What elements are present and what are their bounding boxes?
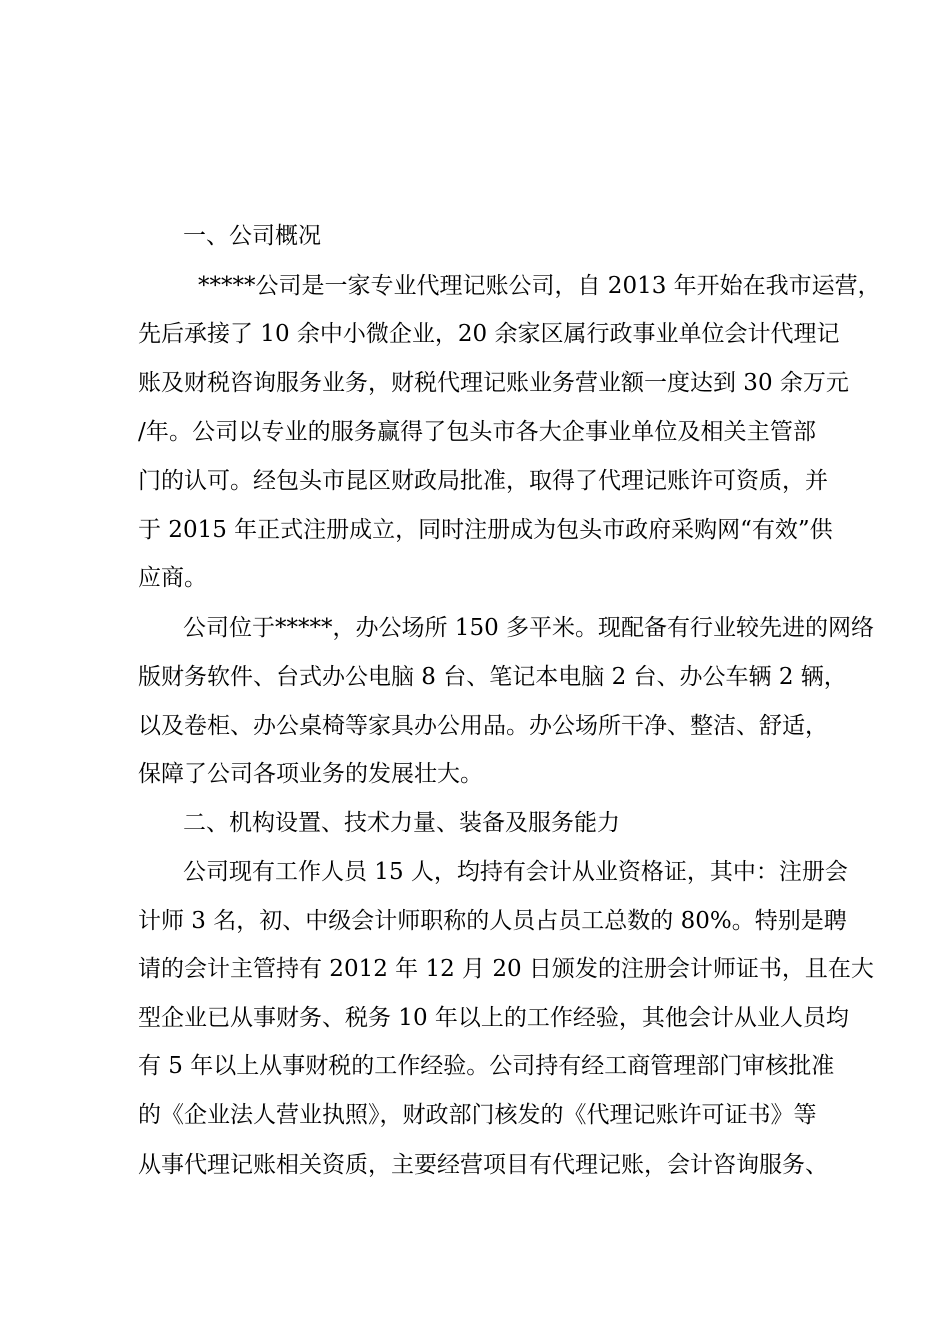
section-1-para-2-line-4: 保障了公司各项业务的发展壮大。	[138, 761, 483, 787]
section-1-para-1-line-4: /年。公司以专业的服务赢得了包头市各大企事业单位及相关主管部	[138, 419, 816, 445]
section-1-para-1-line-2: 先后承接了 10 余中小微企业，20 余家区属行政事业单位会计代理记	[138, 321, 840, 347]
section-1-heading: 一、公司概况	[183, 223, 321, 249]
section-1-para-2-line-2: 版财务软件、台式办公电脑 8 台、笔记本电脑 2 台、办公车辆 2 辆，	[138, 664, 847, 690]
section-2-para-1-line-5: 有 5 年以上从事财税的工作经验。公司持有经工商管理部门审核批准	[138, 1053, 835, 1079]
section-2-para-1-line-3: 请的会计主管持有 2012 年 12 月 20 日颁发的注册会计师证书，且在大	[138, 956, 874, 982]
section-1-para-2-line-1: 公司位于*****，办公场所 150 多平米。现配备有行业较先进的网络	[183, 615, 875, 641]
section-1-para-2-line-3: 以及卷柜、办公桌椅等家具办公用品。办公场所干净、整洁、舒适，	[138, 713, 828, 739]
section-2-para-1-line-2: 计师 3 名，初、中级会计师职称的人员占员工总数的 80%。特别是聘	[138, 908, 847, 934]
section-2-para-1-line-7: 从事代理记账相关资质，主要经营项目有代理记账，会计咨询服务、	[138, 1152, 828, 1178]
section-2-para-1-line-6: 的《企业法人营业执照》，财政部门核发的《代理记账许可证书》等	[138, 1102, 817, 1128]
section-2-para-1-line-1: 公司现有工作人员 15 人，均持有会计从业资格证，其中：注册会	[183, 859, 848, 885]
section-2-para-1-line-4: 型企业已从事财务、税务 10 年以上的工作经验，其他会计从业人员均	[138, 1005, 849, 1031]
section-1-para-1-line-7: 应商。	[138, 565, 207, 591]
section-1-para-1-line-5: 门的认可。经包头市昆区财政局批准，取得了代理记账许可资质，并	[138, 468, 828, 494]
section-1-para-1-line-3: 账及财税咨询服务业务，财税代理记账业务营业额一度达到 30 余万元	[138, 370, 849, 396]
section-1-para-1-line-6: 于 2015 年正式注册成立，同时注册成为包头市政府采购网“有效”供	[138, 517, 833, 543]
section-1-para-1-line-1: *****公司是一家专业代理记账公司，自 2013 年开始在我市运营，	[198, 273, 881, 299]
section-2-heading: 二、机构设置、技术力量、装备及服务能力	[183, 810, 620, 836]
